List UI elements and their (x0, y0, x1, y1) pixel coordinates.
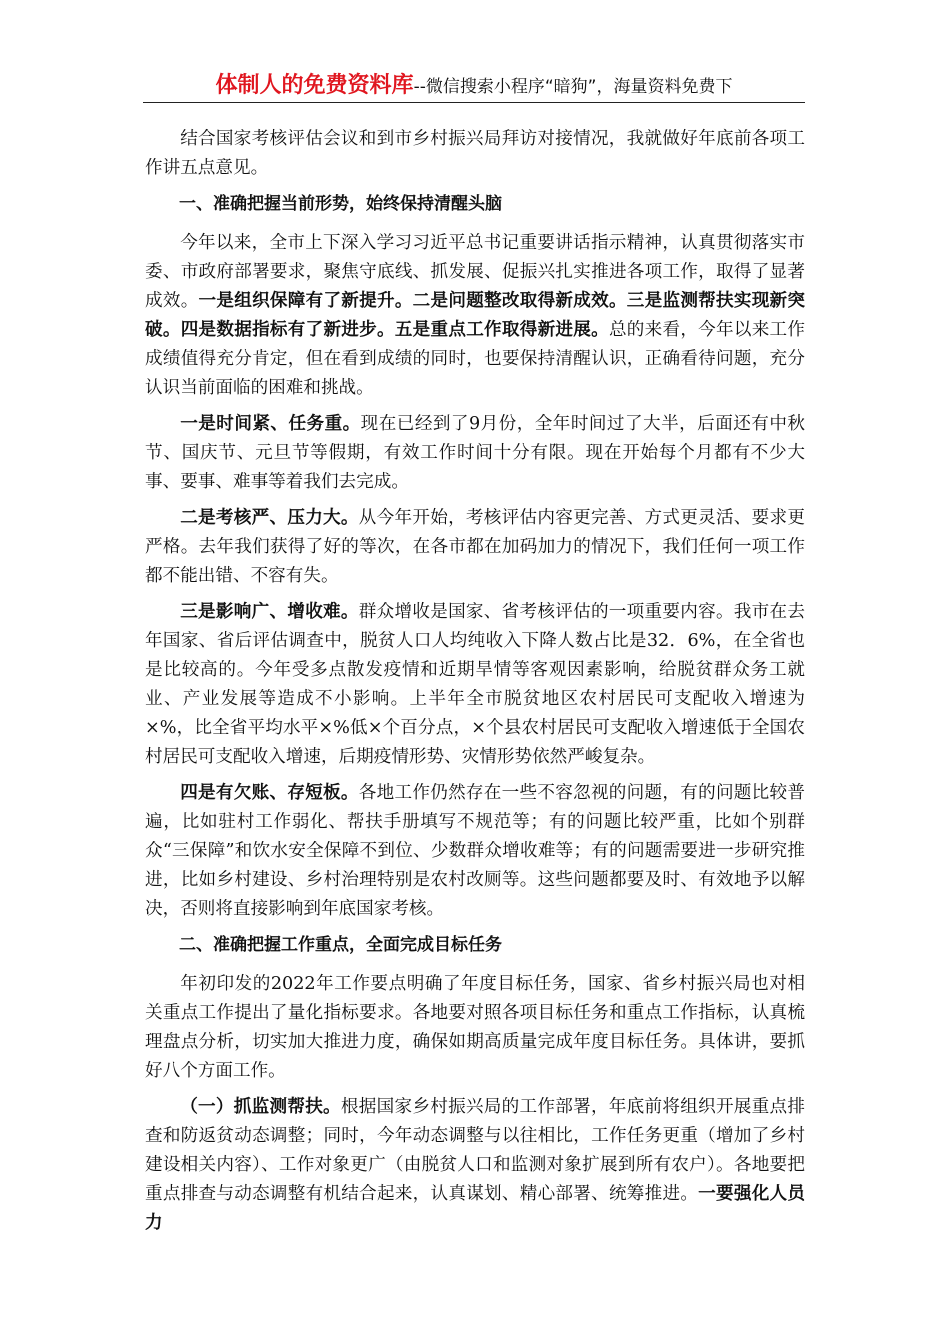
challenge-3-text: 群众增收是国家、省考核评估的一项重要内容。我市在去年国家、省后评估调查中，脱贫人口人均纯收入下降人数占比是32．6%，在全省也是比较高的。今年受多点散发疫情和近期旱情等客观因素影响，给脱贫群众务工就业、产业发展等造成不小影响。上半年全市脱贫地区农村居民可支配收入增速为×%，比全省平均水平×%低×个百分点，×个县农村居民可支配收入增速低于全国农村居民可支配收入增速，后期疫情形势、灾情形势依然严峻复杂。 (145, 602, 805, 767)
challenge-3-title: 三是影响广、增收难。 (180, 602, 359, 622)
monitoring-title: （一）抓监测帮扶。 (180, 1097, 341, 1117)
monitoring-paragraph (145, 1093, 805, 1238)
challenge-1-text: 现在已经到了9月份，全年时间过了大半，后面还有中秋节、国庆节、元旦节等假期，有效工作时间十分有限。现在开始每个月都有不少大事、要事、难事等着我们去完成。 (145, 414, 805, 492)
challenge-1-title: 一是时间紧、任务重。 (180, 414, 361, 434)
challenge-paragraph-4 (145, 779, 805, 924)
challenge-4-title: 四是有欠账、存短板。 (180, 783, 359, 803)
challenge-paragraph-3 (145, 598, 805, 772)
page-header (143, 68, 805, 103)
monitoring-continuation: 一要强化人员力 (145, 1184, 805, 1233)
header-brand: 体制人的免费资料库 (215, 73, 414, 98)
challenge-4-text: 各地工作仍然存在一些不容忽视的问题，有的问题比较普遍，比如驻村工作弱化、帮扶手册填写不规范等；有的问题比较严重，比如个别群众“三保障”和饮水安全保障不到位、少数群众增收难等；有的问题需要进一步研究推进，比如乡村建设、乡村治理特别是农村改厕等。这些问题都要及时、有效地予以解决，否则将直接影响到年底国家考核。 (145, 783, 805, 919)
section-heading-1: 一、准确把握当前形势，始终保持清醒头脑 (179, 194, 502, 214)
situation-paragraph (145, 229, 805, 403)
targets-paragraph: 年初印发的2022年工作要点明确了年度目标任务，国家、省乡村振兴局也对相关重点工作提出了量化指标要求。各地要对照各项目标任务和重点工作指标，认真梳理盘点分析，切实加大推进力度，确保如期高质量完成年度目标任务。具体讲，要抓好八个方面工作。 (145, 974, 805, 1081)
monitoring-text: 根据国家乡村振兴局的工作部署，年底前将组织开展重点排查和防返贫动态调整；同时，今年动态调整与以往相比，工作任务更重（增加了乡村建设相关内容）、工作对象更广（由脱贫人口和监测对象扩展到所有农户）。各地要把重点排查与动态调整有机结合起来，认真谋划、精心部署、统筹推进。 (145, 1097, 805, 1204)
challenge-paragraph-1 (145, 410, 805, 497)
challenge-2-title: 二是考核严、压力大。 (180, 508, 359, 528)
situation-summary: 总的来看，今年以来工作成绩值得充分肯定，但在看到成绩的同时，也要保持清醒认识，正确看待问题，充分认识当前面临的困难和挑战。 (145, 320, 805, 398)
section-heading-2: 二、准确把握工作重点，全面完成目标任务 (179, 935, 502, 955)
header-tagline: --微信搜索小程序“暗狗”，海量资料免费下 (413, 77, 733, 97)
document-body (145, 125, 805, 1245)
challenge-paragraph-2 (145, 504, 805, 591)
situation-text: 今年以来，全市上下深入学习习近平总书记重要讲话指示精神，认真贯彻落实市委、市政府部署要求，聚焦守底线、抓发展、促振兴扎实推进各项工作，取得了显著成效。 (145, 233, 805, 311)
challenge-2-text: 从今年开始，考核评估内容更完善、方式更灵活、要求更严格。去年我们获得了好的等次，在各市都在加码加力的情况下，我们任何一项工作都不能出错、不容有失。 (145, 508, 805, 586)
achievements-bold: 一是组织保障有了新提升。二是问题整改取得新成效。三是监测帮扶实现新突破。四是数据指标有了新进步。五是重点工作取得新进展。 (145, 291, 805, 340)
intro-paragraph: 结合国家考核评估会议和到市乡村振兴局拜访对接情况，我就做好年底前各项工作讲五点意见。 (145, 129, 805, 178)
